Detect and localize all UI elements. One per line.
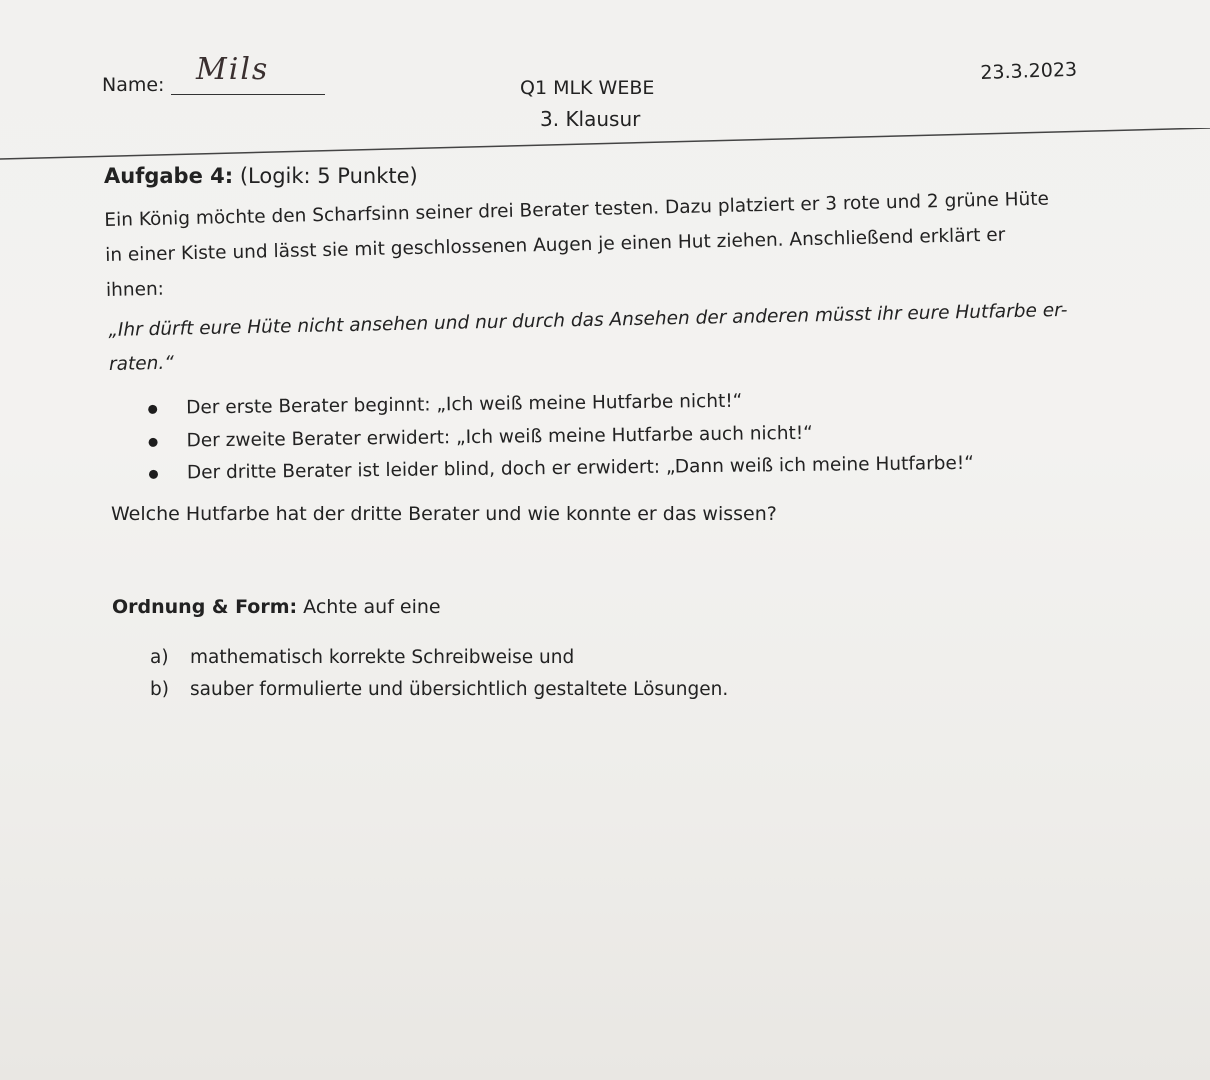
order-form-list [150, 643, 728, 707]
task-question: Welche Hutfarbe hat der dritte Berater und wie konnte er das wissen? [111, 503, 777, 525]
statement-text: Der zweite Berater erwidert: „Ich weiß meine Hutfarbe auch nicht!“ [186, 422, 813, 451]
intro-line: Ein König möchte den Scharfsinn seiner drei Berater testen. Dazu platziert er 3 rote und 2 grüne Hüte [104, 188, 1050, 231]
task-points: (Logik: 5 Punkte) [233, 164, 418, 188]
header-divider [0, 128, 1210, 168]
statement-text: Der dritte Berater ist leider blind, doch er erwidert: „Dann weiß ich meine Hutfarbe!“ [186, 452, 975, 484]
order-form-label: Ordnung & Form: [112, 596, 298, 618]
statement-text: Der erste Berater beginnt: „Ich weiß meine Hutfarbe nicht!“ [186, 390, 743, 419]
exam-title: 3. Klausur [540, 107, 641, 131]
advisor-statements [140, 384, 974, 492]
intro-line: in einer Kiste und lässt sie mit geschlossenen Augen je einen Hut ziehen. Anschließend erklärt er [104, 224, 1006, 266]
bullet-icon [149, 437, 158, 446]
name-label: Name: [102, 74, 165, 96]
task-number: Aufgabe 4: [104, 164, 234, 188]
order-item-mark: a) [150, 647, 169, 668]
order-form-rest: Achte auf eine [297, 596, 441, 618]
bullet-icon [148, 405, 157, 414]
order-item-text: sauber formulierte und übersichtlich gestaltete Lösungen. [190, 679, 729, 700]
task-heading [104, 164, 418, 188]
intro-line: ihnen: [105, 278, 165, 301]
order-item [150, 675, 728, 707]
exam-date: 23.3.2023 [980, 58, 1078, 84]
order-item-mark: b) [150, 679, 169, 700]
course-code: Q1 MLK WEBE [520, 77, 655, 99]
name-handwritten: Mils [196, 52, 270, 87]
name-underline [171, 94, 325, 95]
bullet-icon [149, 470, 158, 479]
order-form-heading [112, 596, 441, 618]
order-item-text: mathematisch korrekte Schreibweise und [190, 647, 575, 668]
king-quote [108, 294, 1069, 382]
order-item [150, 643, 728, 675]
task-intro [104, 181, 1066, 308]
quote-line: raten.“ [108, 352, 175, 375]
quote-line: „Ihr dürft eure Hüte nicht ansehen und nur durch das Ansehen der anderen müsst ihr eure Hutfarbe er- [108, 299, 1068, 341]
